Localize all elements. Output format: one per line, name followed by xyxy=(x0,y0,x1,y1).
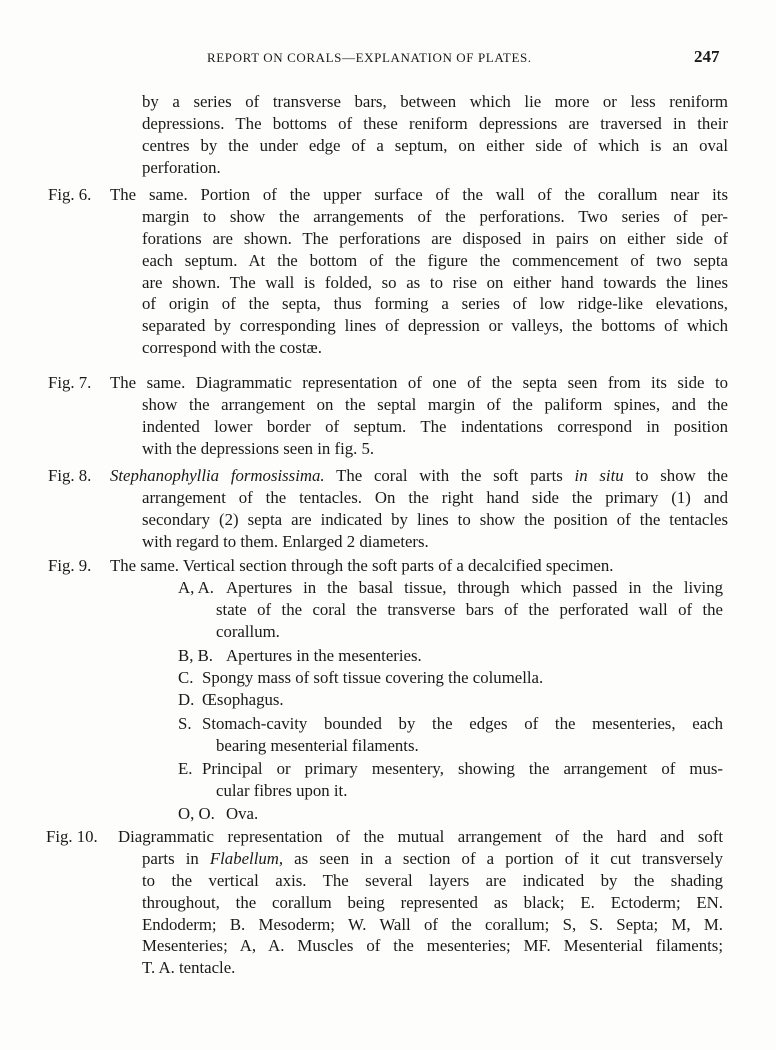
figure-first-line: Stephanophyllia formosissima. The coral with the soft parts in situ to show the xyxy=(110,466,728,485)
legend-line: cular fibres upon it. xyxy=(216,780,348,800)
figure-label: Fig. 8. xyxy=(48,466,92,485)
intro-line: depressions. The bottoms of these reniform depressions are traversed in their xyxy=(142,113,728,133)
legend-line: Stomach-cavity bounded by the edges of the mesenteries, each xyxy=(202,714,723,733)
figure-line: Mesenteries; A, A. Muscles of the mesenteries; MF. Mesenterial filaments; xyxy=(142,936,723,956)
legend-line: Apertures in the mesenteries. xyxy=(226,646,422,665)
figure-line: with regard to them. Enlarged 2 diameters. xyxy=(142,531,429,551)
legend-line: Ova. xyxy=(226,804,259,823)
figure-line: separated by corresponding lines of depression or valleys, the bottoms of which xyxy=(142,316,728,336)
legend-key: S. xyxy=(178,714,192,733)
figure-line: secondary (2) septa are indicated by lines to show the position of the tentacles xyxy=(142,509,728,529)
legend-key: O, O. xyxy=(178,804,215,823)
legend-line: Principal or primary mesentery, showing the arrangement of mus- xyxy=(202,759,723,778)
figure-line: margin to show the arrangements of the perforations. Two series of per- xyxy=(142,206,728,226)
figure-line: indented lower border of septum. The indentations correspond in position xyxy=(142,416,728,436)
genus-name: Flabellum, xyxy=(209,848,284,868)
figure-label: Fig. 7. xyxy=(48,373,92,392)
figure-line: T. A. tentacle. xyxy=(142,958,236,978)
legend-line: state of the coral the transverse bars of the perforated wall of the xyxy=(216,599,723,619)
running-head: REPORT ON CORALS—EXPLANATION OF PLATES. xyxy=(207,50,532,65)
intro-line: by a series of transverse bars, between which lie more or less reniform xyxy=(142,92,728,111)
figure-line: to the vertical axis. The several layers are indicated by the shading xyxy=(142,870,723,890)
figure-line: show the arrangement on the septal margin of the paliform spines, and the xyxy=(142,394,728,414)
figure-line: forations are shown. The perforations are disposed in pairs on either side of xyxy=(142,228,728,248)
figure-line: each septum. At the bottom of the figure the commencement of two septa xyxy=(142,250,728,270)
legend-key: E. xyxy=(178,759,193,778)
figure-label: Fig. 10. xyxy=(46,827,98,846)
figure-line: Endoderm; B. Mesoderm; W. Wall of the corallum; S, S. Septa; M, M. xyxy=(142,914,723,934)
legend-key: C. xyxy=(178,668,194,687)
in-situ-term: in situ xyxy=(574,466,624,485)
figure-first-line: The same. Diagrammatic representation of one of the septa seen from its side to xyxy=(110,373,728,392)
legend-line: Spongy mass of soft tissue covering the columella. xyxy=(202,668,544,687)
legend-line: bearing mesenterial filaments. xyxy=(216,735,419,755)
figure-line: arrangement of the tentacles. On the right hand side the primary (1) and xyxy=(142,487,728,507)
intro-line: perforation. xyxy=(142,157,221,177)
figure-line: with the depressions seen in fig. 5. xyxy=(142,438,375,458)
legend-key: A, A. xyxy=(178,578,214,597)
legend-line: Apertures in the basal tissue, through which passed in the living xyxy=(226,578,723,597)
figure-line: parts in Flabellum, as seen in a section of a portion of it cut transversely xyxy=(142,848,723,868)
figure-line: throughout, the corallum being represented as black; E. Ectoderm; EN. xyxy=(142,892,723,912)
figure-line: correspond with the costæ. xyxy=(142,338,322,358)
figure-first-line: Diagrammatic representation of the mutual arrangement of the hard and soft xyxy=(118,827,723,846)
legend-line: corallum. xyxy=(216,621,280,641)
page-header xyxy=(0,47,776,70)
figure-first-line: The same. Vertical section through the soft parts of a decalcified specimen. xyxy=(110,556,614,575)
page-number: 247 xyxy=(694,47,720,66)
figure-line: of origin of the septa, thus forming a series of low ridge-like elevations, xyxy=(142,294,728,314)
figure-first-line: The same. Portion of the upper surface of the wall of the corallum near its xyxy=(110,185,728,204)
legend-line: Œsophagus. xyxy=(202,690,284,709)
intro-line: centres by the under edge of a septum, on either side of which is an oval xyxy=(142,135,728,155)
legend-key: B, B. xyxy=(178,646,213,665)
figure-label: Fig. 9. xyxy=(48,556,92,575)
legend-key: D. xyxy=(178,690,195,709)
species-name: Stephanophyllia formosissima. xyxy=(110,466,325,485)
figure-label: Fig. 6. xyxy=(48,185,92,204)
figure-line: are shown. The wall is folded, so as to rise on either hand towards the lines xyxy=(142,272,728,292)
